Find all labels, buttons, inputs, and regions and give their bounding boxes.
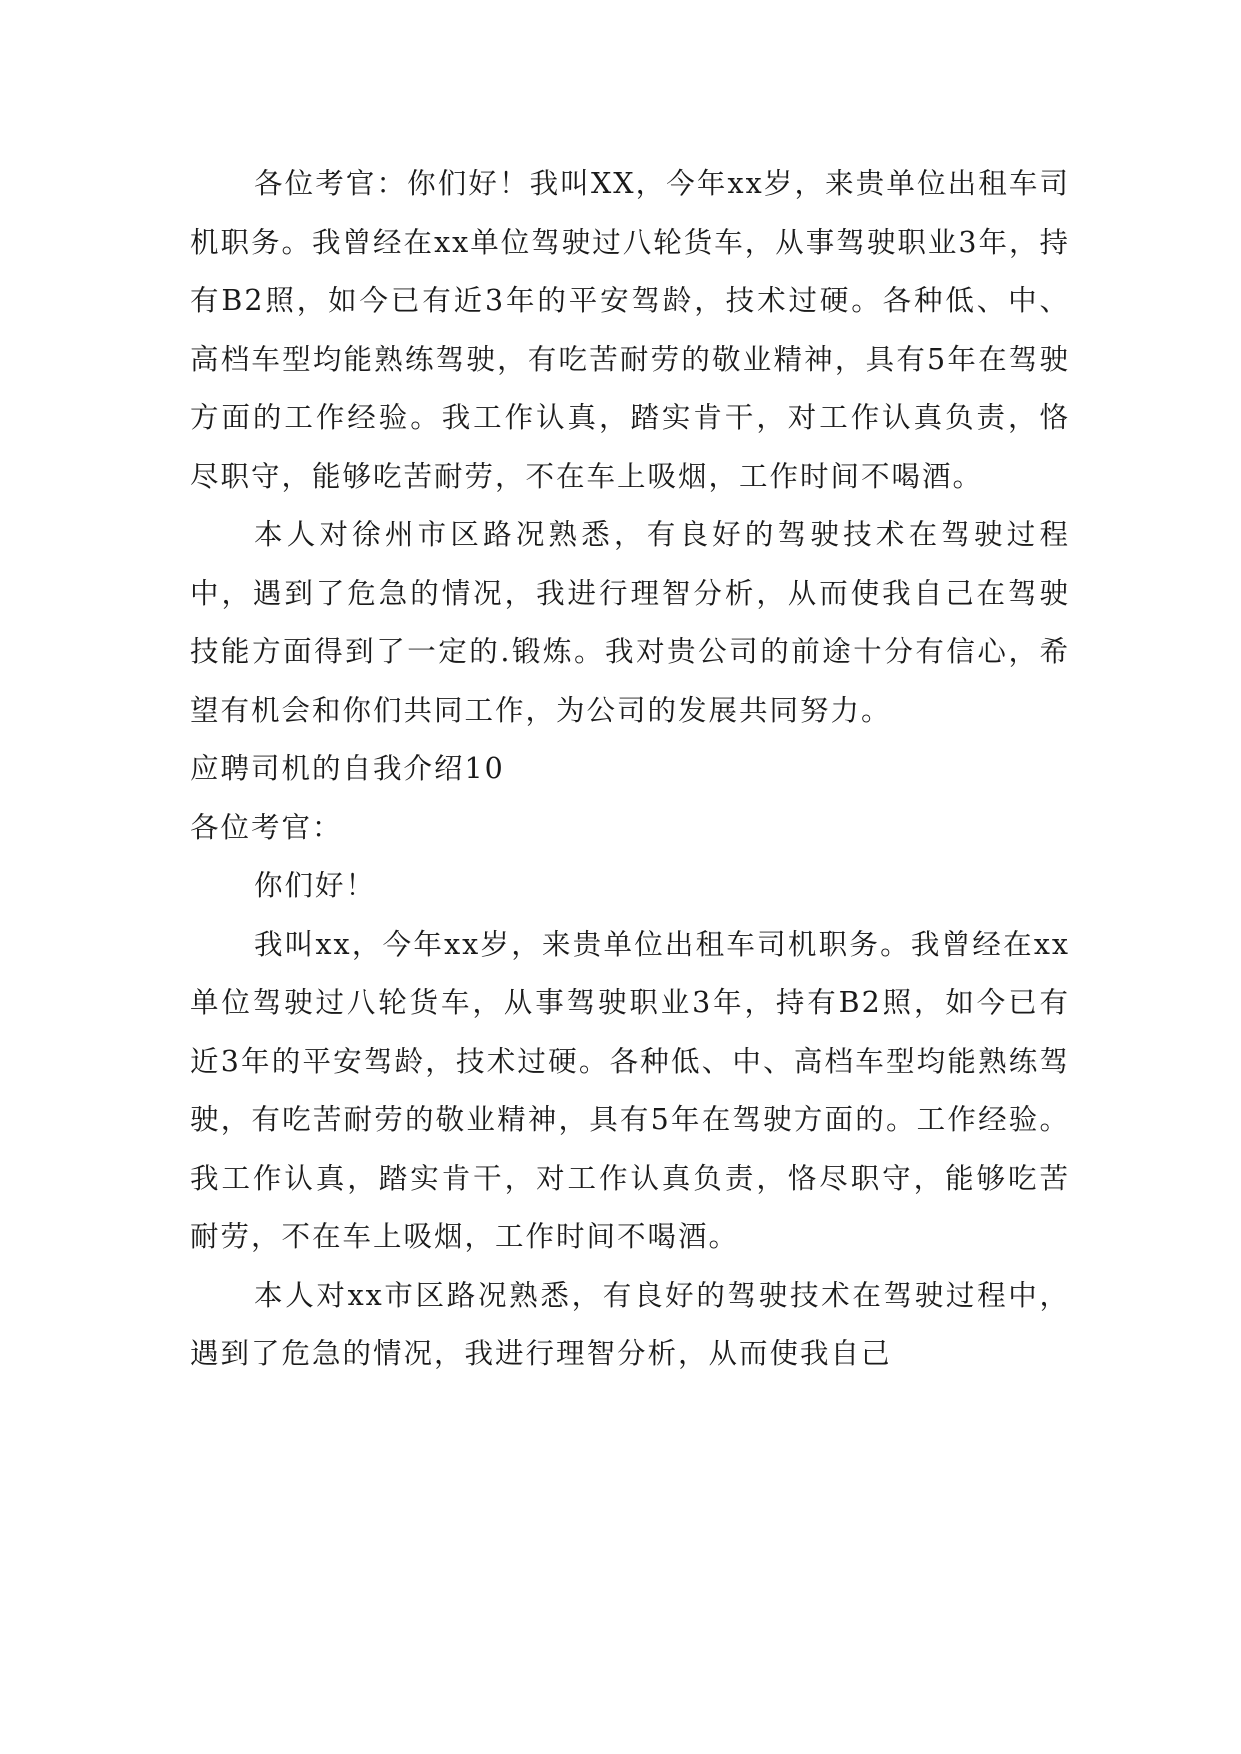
paragraph-intro: 各位考官：你们好！我叫XX，今年xx岁，来贵单位出租车司机职务。我曾经在xx单位驾驶过八轮货车，从事驾驶职业3年，持有B2照，如今已有近3年的平安驾龄，技术过硬。各种低、中、高档车型均能熟练驾驶，有吃苦耐劳的敬业精神，具有5年在驾驶方面的工作经验。我工作认真，踏实肯干，对工作认真负责，恪尽职守，能够吃苦耐劳，不在车上吸烟，工作时间不喝酒。 <box>190 167 1070 493</box>
salutation: 各位考官： <box>190 810 343 844</box>
greeting: 你们好！ <box>254 869 377 902</box>
section-heading: 应聘司机的自我介绍10 <box>190 752 505 785</box>
paragraph-road-knowledge-2: 本人对xx市区路况熟悉，有良好的驾驶技术在驾驶过程中，遇到了危急的情况，我进行理智分析，从而使我自己 <box>190 1278 1070 1370</box>
document-body <box>190 155 1070 1384</box>
paragraph-intro-2: 我叫xx，今年xx岁，来贵单位出租车司机职务。我曾经在xx单位驾驶过八轮货车，从事驾驶职业3年，持有B2照，如今已有近3年的平安驾龄，技术过硬。各种低、中、高档车型均能熟练驾驶，有吃苦耐劳的敬业精神，具有5年在驾驶方面的。工作经验。我工作认真，踏实肯干，对工作认真负责，恪尽职守，能够吃苦耐劳，不在车上吸烟，工作时间不喝酒。 <box>190 927 1070 1253</box>
paragraph-road-knowledge: 本人对徐州市区路况熟悉，有良好的驾驶技术在驾驶过程中，遇到了危急的情况，我进行理智分析，从而使我自己在驾驶技能方面得到了一定的.锻炼。我对贵公司的前途十分有信心，希望有机会和你们共同工作，为公司的发展共同努力。 <box>190 518 1070 727</box>
